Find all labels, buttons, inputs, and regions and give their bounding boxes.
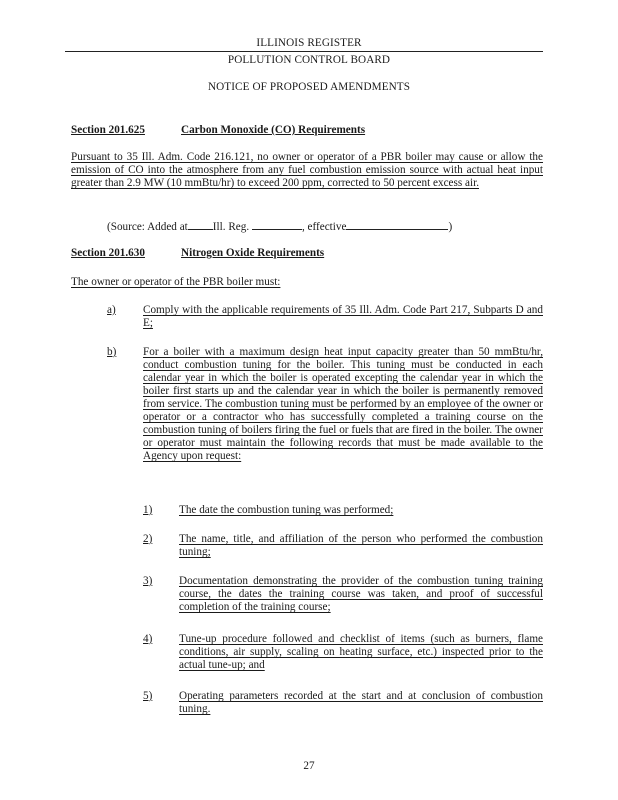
volume-blank [188, 219, 213, 230]
source-note [107, 219, 452, 234]
notice-title: NOTICE OF PROPOSED AMENDMENTS [207, 81, 411, 93]
subitem-1-label: 1) [143, 504, 153, 516]
section-625-title: Carbon Monoxide (CO) Requirements [181, 124, 366, 136]
section-630-number: Section 201.630 [71, 247, 145, 259]
subitem-1-text: The date the combustion tuning was performed; [179, 504, 394, 516]
section-625-heading [71, 124, 365, 137]
section-625-number: Section 201.625 [71, 124, 145, 136]
section-630-title: Nitrogen Oxide Requirements [181, 247, 325, 259]
item-a-label: a) [107, 304, 116, 316]
page-blank [252, 219, 302, 230]
subitem-4-text: Tune-up procedure followed and checklist of items (such as burners, flame conditions, air supply, scaling on heating surface, etc.) inspected prior to the actual tune-up; and [179, 633, 543, 671]
subitem-2-text: The name, title, and affiliation of the person who performed the combustion tuning; [179, 533, 543, 558]
subitem-2-label: 2) [143, 533, 153, 545]
item-b-text: For a boiler with a maximum design heat input capacity greater than 50 mmBtu/hr, conduct combustion tuning for the boiler. This tuning must be conducted in each calendar year in which the boiler is operated excepting the calendar year in which the boiler first starts up and the calendar year in which the boiler is permanently removed from service. The combustion tuning must be performed by an employee of the owner or operator or a contractor who has successfully completed a training course on the combustion tuning of boilers firing the fuel or fuels that are fired in the boiler. The owner or operator must maintain the following records that must be made available to the Agency upon request: [143, 346, 543, 462]
source-close: ) [448, 221, 453, 233]
subitem-3-label: 3) [143, 575, 153, 587]
source-reg: Ill. Reg. [212, 221, 250, 233]
subitem-5-text: Operating parameters recorded at the start and at conclusion of combustion tuning. [179, 690, 543, 715]
section-625-body: Pursuant to 35 Ill. Adm. Code 216.121, no owner or operator of a PBR boiler may cause or allow the emission of CO into the atmosphere from any fuel combustion emission source with actual heat input greater than 2.9 MW (10 mmBtu/hr) to exceed 200 ppm, corrected to 50 percent excess air. [71, 151, 543, 189]
agency-name: POLLUTION CONTROL BOARD [227, 54, 391, 66]
header-rule [65, 51, 543, 52]
source-prefix: (Source: Added at [107, 221, 188, 233]
subitem-5-label: 5) [143, 690, 153, 702]
section-630-intro: The owner or operator of the PBR boiler must: [71, 276, 281, 288]
item-b-label: b) [107, 346, 117, 358]
register-title: ILLINOIS REGISTER [256, 37, 362, 49]
subitem-3-text: Documentation demonstrating the provider of the combustion tuning training course, the dates the training course was taken, and proof of successful completion of the training course; [179, 575, 543, 613]
page-number: 27 [303, 760, 315, 772]
subitem-4-label: 4) [143, 633, 153, 645]
date-blank [346, 219, 448, 230]
section-630-heading [71, 247, 324, 260]
source-effective: , effective [301, 221, 347, 233]
item-a-text: Comply with the applicable requirements of 35 Ill. Adm. Code Part 217, Subparts D and E; [143, 304, 543, 329]
